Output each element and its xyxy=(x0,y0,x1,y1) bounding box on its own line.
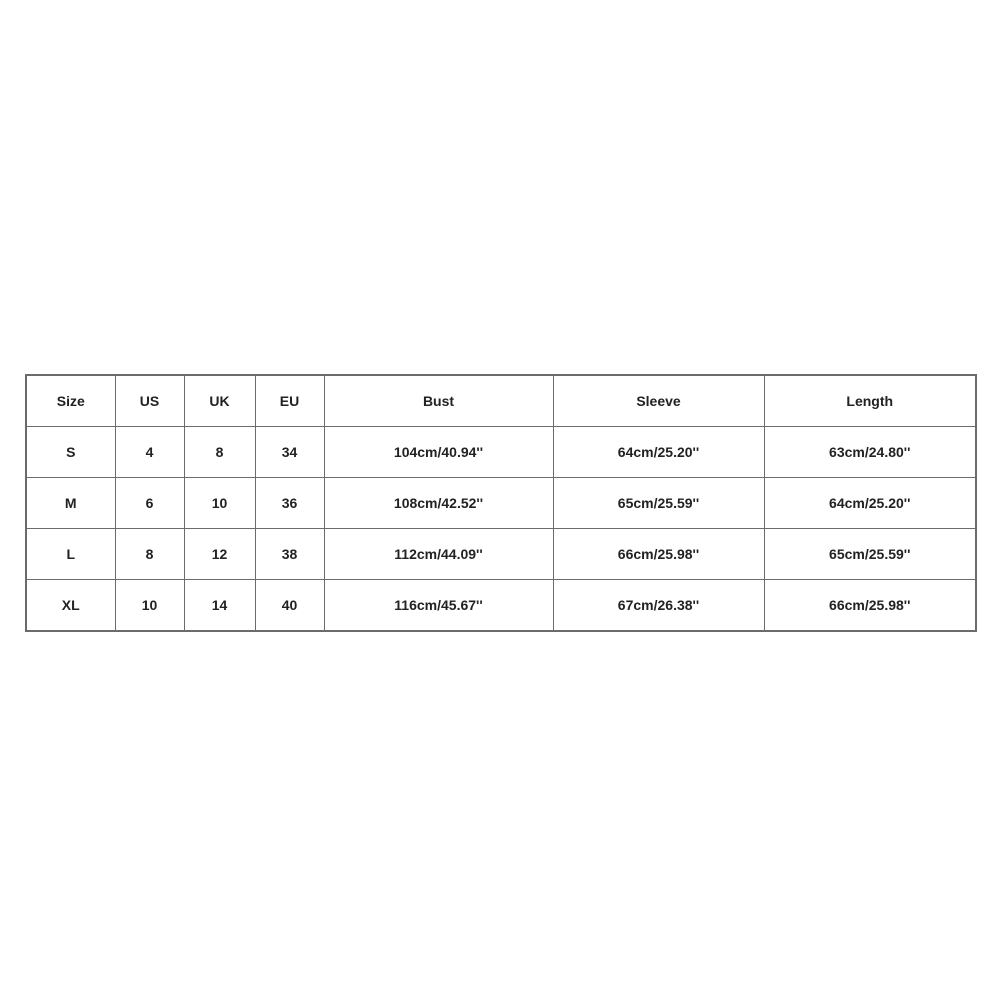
cell-eu: 40 xyxy=(255,580,324,632)
table-row xyxy=(26,529,976,580)
header-us: US xyxy=(115,375,184,427)
cell-uk: 12 xyxy=(184,529,255,580)
header-row xyxy=(26,375,976,427)
cell-sleeve: 67cm/26.38'' xyxy=(553,580,764,632)
cell-us: 6 xyxy=(115,478,184,529)
cell-size: L xyxy=(26,529,115,580)
table-row xyxy=(26,478,976,529)
cell-length: 64cm/25.20'' xyxy=(764,478,976,529)
header-bust: Bust xyxy=(324,375,553,427)
header-uk: UK xyxy=(184,375,255,427)
cell-size: M xyxy=(26,478,115,529)
cell-sleeve: 66cm/25.98'' xyxy=(553,529,764,580)
cell-uk: 8 xyxy=(184,427,255,478)
cell-sleeve: 65cm/25.59'' xyxy=(553,478,764,529)
cell-bust: 108cm/42.52'' xyxy=(324,478,553,529)
header-length: Length xyxy=(764,375,976,427)
size-chart-table xyxy=(25,374,977,632)
cell-eu: 34 xyxy=(255,427,324,478)
header-eu: EU xyxy=(255,375,324,427)
table-row xyxy=(26,427,976,478)
cell-us: 4 xyxy=(115,427,184,478)
header-sleeve: Sleeve xyxy=(553,375,764,427)
cell-length: 66cm/25.98'' xyxy=(764,580,976,632)
cell-length: 63cm/24.80'' xyxy=(764,427,976,478)
cell-bust: 116cm/45.67'' xyxy=(324,580,553,632)
cell-eu: 38 xyxy=(255,529,324,580)
cell-bust: 112cm/44.09'' xyxy=(324,529,553,580)
cell-us: 10 xyxy=(115,580,184,632)
cell-sleeve: 64cm/25.20'' xyxy=(553,427,764,478)
header-size: Size xyxy=(26,375,115,427)
cell-uk: 14 xyxy=(184,580,255,632)
cell-us: 8 xyxy=(115,529,184,580)
table-row xyxy=(26,580,976,632)
cell-size: XL xyxy=(26,580,115,632)
cell-uk: 10 xyxy=(184,478,255,529)
cell-bust: 104cm/40.94'' xyxy=(324,427,553,478)
cell-size: S xyxy=(26,427,115,478)
cell-eu: 36 xyxy=(255,478,324,529)
cell-length: 65cm/25.59'' xyxy=(764,529,976,580)
